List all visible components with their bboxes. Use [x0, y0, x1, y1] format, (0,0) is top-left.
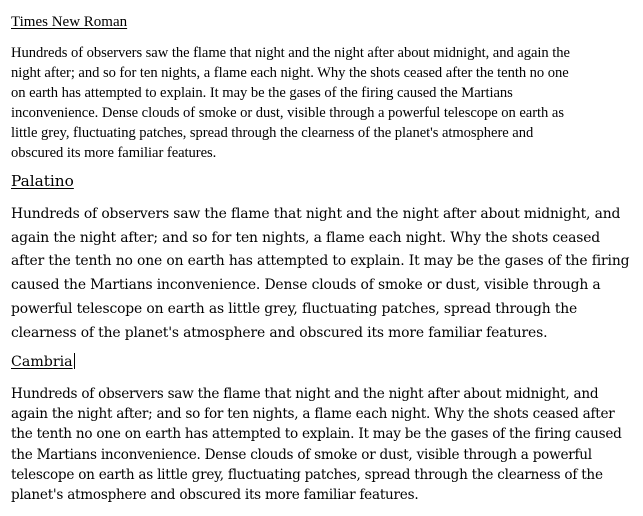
paragraph-line: Hundreds of observers saw the flame that night and the night after about midnight, and again the	[11, 45, 570, 61]
paragraph-line: clearness of the planet's atmosphere and obscured its more familiar features.	[11, 324, 548, 341]
section-heading-times-new-roman: Times New Roman	[11, 14, 128, 30]
paragraph-line: planet's atmosphere and obscured its more familiar features.	[11, 487, 419, 504]
section-paragraph-times-new-roman	[11, 43, 637, 163]
heading-text: Cambria	[11, 354, 73, 370]
paragraph-line: Hundreds of observers saw the flame that night and the night after about midnight, and	[11, 386, 599, 402]
paragraph-line: telescope on earth as little grey, fluctuating patches, spread through the clearness of the	[11, 466, 603, 483]
text-cursor	[74, 353, 75, 369]
paragraph-line: caused the Martians inconvenience. Dense clouds of smoke or dust, visible through a	[11, 277, 601, 294]
paragraph-line: again the night after; and so for ten nights, a flame each night. Why the shots ceased after	[11, 406, 615, 423]
paragraph-line: obscured its more familiar features.	[11, 145, 217, 161]
section-paragraph-palatino	[11, 203, 637, 345]
paragraph-line: after the tenth no one on earth has attempted to explain. It may be the gases of the firing	[11, 253, 630, 270]
paragraph-line: night after; and so for ten nights, a flame each night. Why the shots ceased after the tenth no one	[11, 65, 569, 81]
paragraph-line: again the night after; and so for ten nights, a flame each night. Why the shots ceased	[11, 229, 601, 246]
paragraph-line: on earth has attempted to explain. It may be the gases of the firing caused the Martians	[11, 85, 513, 101]
paragraph-line: Hundreds of observers saw the flame that night and the night after about midnight, and	[11, 206, 621, 222]
section-heading-cambria[interactable]	[11, 352, 75, 372]
section-paragraph-cambria	[11, 384, 637, 505]
paragraph-line: little grey, fluctuating patches, spread through the clearness of the planet's atmosphere and	[11, 125, 534, 141]
paragraph-line: powerful telescope on earth as little grey, fluctuating patches, spread through the	[11, 300, 578, 317]
paragraph-line: the tenth no one on earth has attempted to explain. It may be the gases of the firing caused	[11, 426, 622, 443]
paragraph-line: inconvenience. Dense clouds of smoke or dust, visible through a powerful telescope on earth as	[11, 105, 564, 121]
section-heading-palatino: Palatino	[11, 172, 74, 190]
paragraph-line: the Martians inconvenience. Dense clouds of smoke or dust, visible through a powerful	[11, 446, 592, 463]
